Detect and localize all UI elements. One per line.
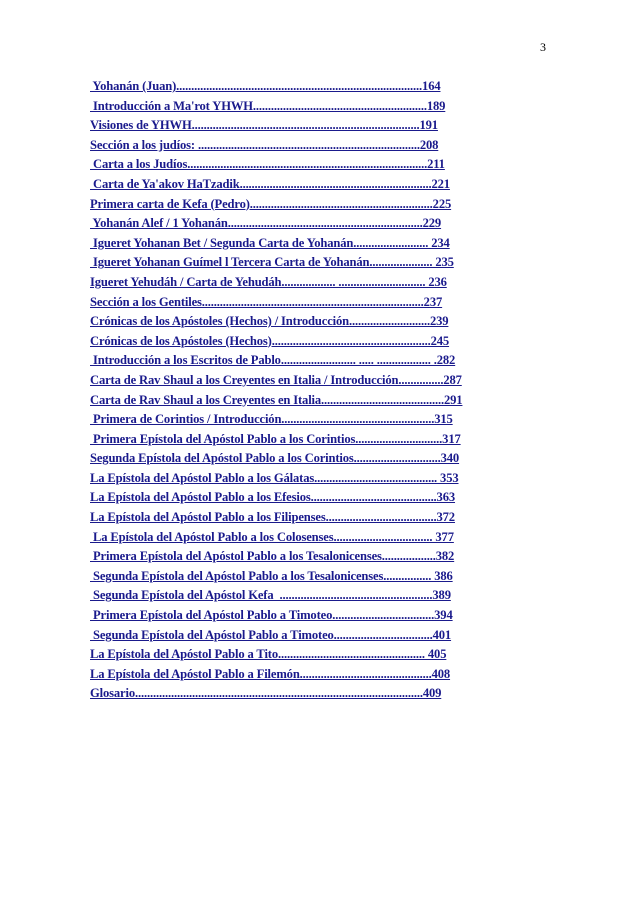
toc-entry[interactable]: Carta de Ya'akov HaTzadik................................................................221 xyxy=(90,176,450,191)
toc-entry[interactable]: Igueret Yohanan Bet / Segunda Carta de Yohanán......................... 234 xyxy=(90,235,450,250)
toc-entry[interactable]: Yohanán Alef / 1 Yohanán.................................................................229 xyxy=(90,216,442,231)
toc-entry[interactable]: Primera Epístola del Apóstol Pablo a los Corintios.............................317 xyxy=(90,431,461,446)
toc-entry[interactable]: Sección a los Gentiles..........................................................................237 xyxy=(90,294,443,309)
page-number: 3 xyxy=(540,40,546,54)
toc-entry[interactable]: Carta de Rav Shaul a los Creyentes en Italia.........................................291 xyxy=(90,392,463,407)
toc-entry[interactable]: Segunda Epístola del Apóstol Pablo a Timoteo.................................401 xyxy=(90,627,452,642)
toc-entry[interactable]: Igueret Yehudáh / Carta de Yehudáh.................. ............................. 236 xyxy=(90,274,447,289)
toc-entry[interactable]: Igueret Yohanan Guímel l Tercera Carta de Yohanán..................... 235 xyxy=(90,255,454,270)
toc-entry[interactable]: Segunda Epístola del Apóstol Pablo a los Corintios.............................340 xyxy=(90,451,460,466)
toc-entry[interactable]: Introducción a los Escritos de Pablo......................... ..... .................. .282 xyxy=(90,353,456,368)
toc-entry[interactable]: Primera Epístola del Apóstol Pablo a los Tesalonicenses..................382 xyxy=(90,549,455,564)
toc-entry[interactable]: Yohanán (Juan)..................................................................................164 xyxy=(90,79,441,93)
toc-entry[interactable]: La Epístola del Apóstol Pablo a los Filipenses.....................................372 xyxy=(90,510,455,525)
toc-entry[interactable]: Introducción a Ma'rot YHWH..........................................................189 xyxy=(90,98,446,113)
table-of-contents xyxy=(90,77,538,704)
toc-entry[interactable]: La Epístola del Apóstol Pablo a los Gálatas......................................... 353 xyxy=(90,470,459,485)
toc-entry[interactable]: Primera carta de Kefa (Pedro).............................................................225 xyxy=(90,196,452,211)
toc-entry[interactable]: Primera Epístola del Apóstol Pablo a Timoteo..................................394 xyxy=(90,608,453,623)
toc-entry[interactable]: La Epístola del Apóstol Pablo a Tito................................................. 405 xyxy=(90,647,447,662)
toc-entry[interactable]: La Epístola del Apóstol Pablo a Filemón............................................408 xyxy=(90,666,451,681)
toc-entry[interactable]: La Epístola del Apóstol Pablo a los Colosenses................................. 377 xyxy=(90,529,454,544)
toc-entry[interactable]: Glosario................................................................................................409 xyxy=(90,686,442,701)
toc-entry[interactable]: Segunda Epístola del Apóstol Pablo a los Tesalonicenses................ 386 xyxy=(90,568,453,583)
toc-entry[interactable]: Crónicas de los Apóstoles (Hechos) / Introducción...........................239 xyxy=(90,314,449,329)
toc-entry[interactable]: Carta de Rav Shaul a los Creyentes en Italia / Introducción...............287 xyxy=(90,372,462,387)
toc-entry[interactable]: Sección a los judíos: ..........................................................................208 xyxy=(90,137,439,152)
toc-entry[interactable]: Segunda Epístola del Apóstol Kefa ...................................................389 xyxy=(90,588,451,603)
toc-entry[interactable]: Visiones de YHWH............................................................................191 xyxy=(90,118,438,133)
toc-entry[interactable]: Crónicas de los Apóstoles (Hechos).....................................................245 xyxy=(90,333,450,348)
toc-entry[interactable]: Carta a los Judíos................................................................................211 xyxy=(90,157,445,172)
toc-entry[interactable]: La Epístola del Apóstol Pablo a los Efesios..........................................363 xyxy=(90,490,456,505)
toc-entry[interactable]: Primera de Corintios / Introducción...................................................315 xyxy=(90,412,453,427)
